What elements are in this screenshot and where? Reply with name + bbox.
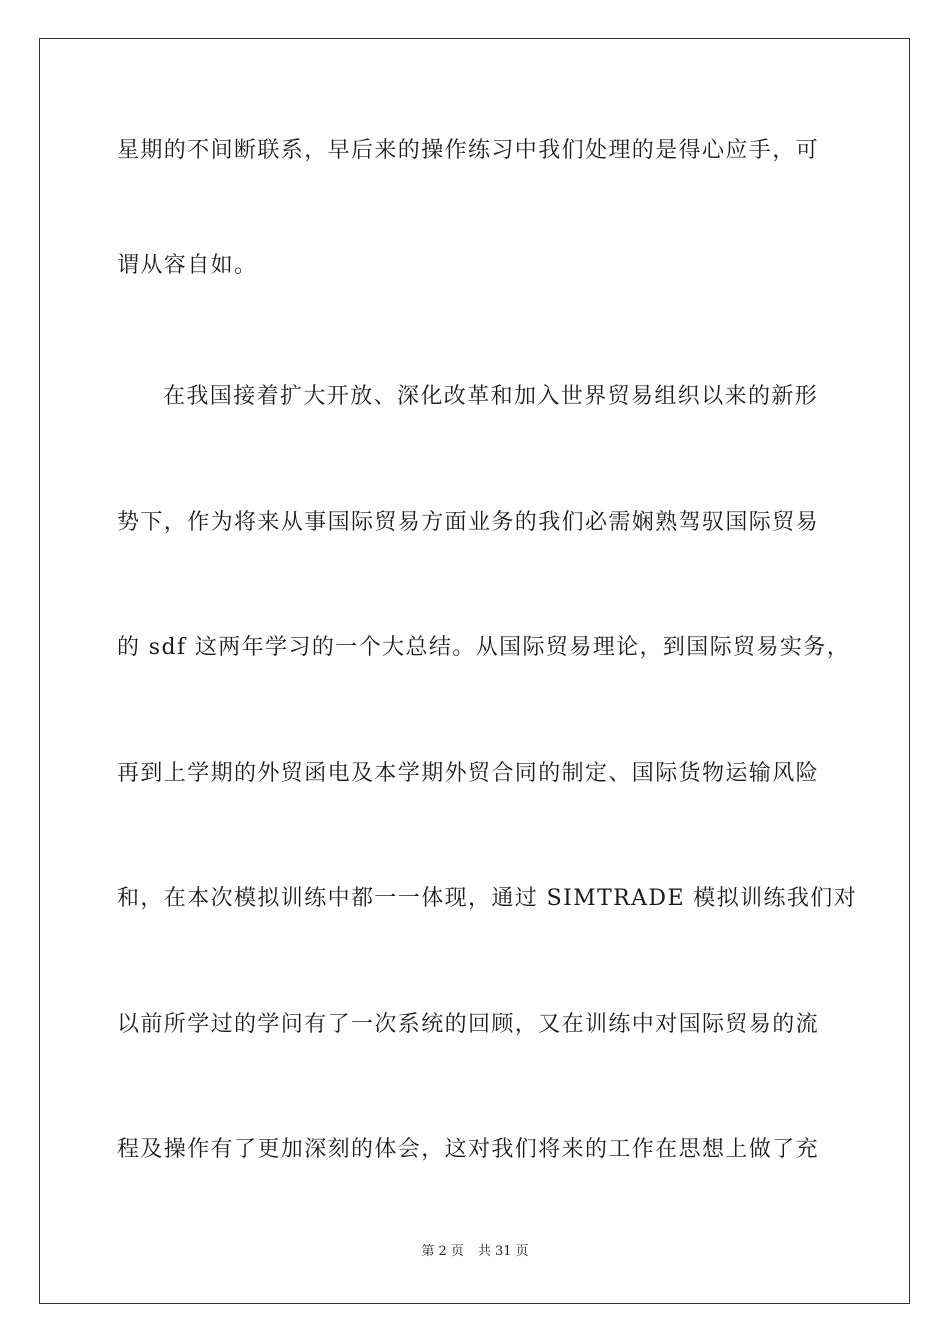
body-line-3-paragraph-start: 在我国接着扩大开放、深化改革和加入世界贸易组织以来的新形 <box>163 384 819 409</box>
page-total: 共 31 页 <box>477 1244 529 1259</box>
page-border <box>39 38 910 1304</box>
page-number: 第 2 页 <box>421 1244 464 1259</box>
body-line-7: 和，在本次模拟训练中都一一体现，通过 SIMTRADE 模拟训练我们对 <box>117 886 858 911</box>
page-footer <box>0 1243 950 1261</box>
body-line-2: 谓从容自如。 <box>117 253 258 278</box>
body-line-6: 再到上学期的外贸函电及本学期外贸合同的制定、国际货物运输风险 <box>117 761 820 786</box>
body-line-4: 势下，作为将来从事国际贸易方面业务的我们必需娴熟驾驭国际贸易 <box>117 510 820 535</box>
body-line-5: 的 sdf 这两年学习的一个大总结。从国际贸易理论，到国际贸易实务， <box>117 635 851 660</box>
body-line-9: 程及操作有了更加深刻的体会，这对我们将来的工作在思想上做了充 <box>117 1137 820 1162</box>
body-line-8: 以前所学过的学问有了一次系统的回顾，又在训练中对国际贸易的流 <box>117 1012 820 1037</box>
body-line-1: 星期的不间断联系，早后来的操作练习中我们处理的是得心应手，可 <box>117 138 820 163</box>
